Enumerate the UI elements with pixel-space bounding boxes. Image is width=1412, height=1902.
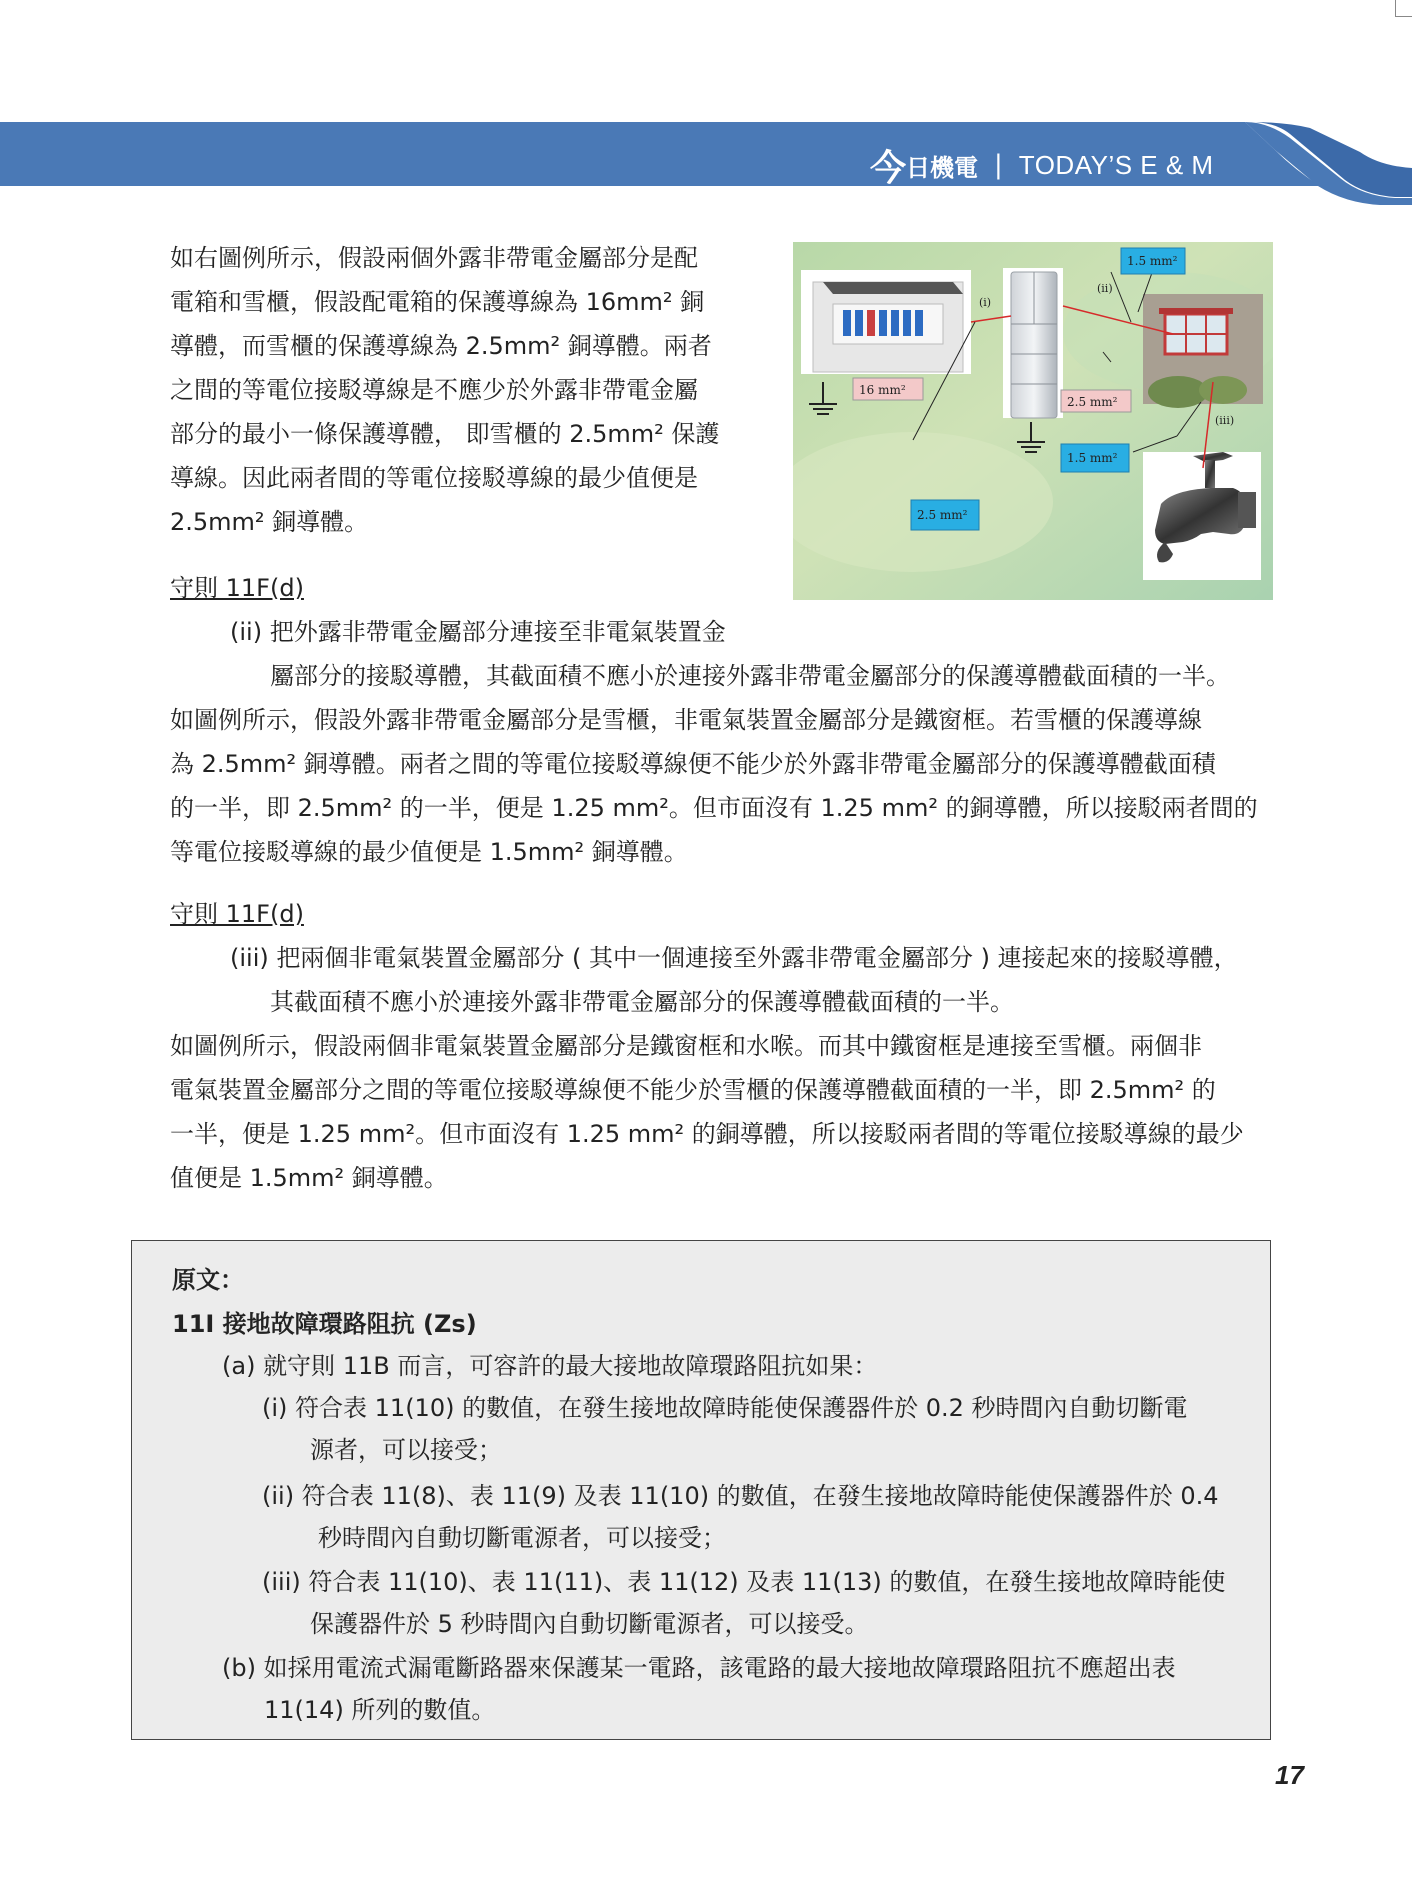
section-iii-body-line: 值便是 1.5mm² 銅導體。	[170, 1164, 448, 1192]
header-brand	[870, 140, 1214, 190]
water-tap-image	[1143, 452, 1261, 580]
section-iii-body-line: 電氣裝置金屬部分之間的等電位接駁導線便不能少於雪櫃的保護導體截面積的一半，即 2.5mm² 的	[170, 1076, 1216, 1104]
intro-line: 如右圖例所示，假設兩個外露非帶電金屬部分是配	[170, 244, 698, 272]
box-clause-ii-line2: 秒時間內自動切斷電源者，可以接受；	[318, 1524, 726, 1552]
svg-text:2.5 mm²: 2.5 mm²	[917, 508, 968, 522]
box-clause-iii-line1: (iii) 符合表 11(10)、表 11(11)、表 11(12) 及表 11(13) 的數值，在發生接地故障時能使	[262, 1568, 1226, 1596]
box-clause-iii-line2: 保護器件於 5 秒時間內自動切斷電源者，可以接受。	[310, 1610, 869, 1638]
svg-text:2.5 mm²: 2.5 mm²	[1067, 395, 1118, 409]
intro-line: 導體，而雪櫃的保護導線為 2.5mm² 銅導體。兩者	[170, 332, 712, 360]
section-ii	[170, 566, 1280, 874]
section-iii	[170, 892, 1280, 1200]
svg-text:16 mm²: 16 mm²	[859, 383, 906, 397]
box-clause-b-line2: 11(14) 所列的數值。	[264, 1696, 496, 1724]
box-title: 原文：	[172, 1266, 244, 1294]
window-frame-image	[1143, 294, 1263, 408]
section-ii-body-line: 的一半，即 2.5mm² 的一半，便是 1.25 mm²。但市面沒有 1.25 mm² 的銅導體，所以接駁兩者間的	[170, 794, 1258, 822]
label-2-5mm-fridge	[1061, 390, 1131, 412]
label-roman-i: (i)	[979, 296, 992, 309]
section-iii-body-line: 一半，便是 1.25 mm²。但市面沒有 1.25 mm² 的銅導體，所以接駁兩者間的等電位接駁導線的最少	[170, 1120, 1244, 1148]
original-text-box	[131, 1240, 1271, 1740]
box-clause-i-line1: (i) 符合表 11(10) 的數值，在發生接地故障時能使保護器件於 0.2 秒時間內自動切斷電	[262, 1394, 1188, 1422]
box-heading: 11I 接地故障環路阻抗 (Zs)	[172, 1310, 477, 1338]
intro-line: 部分的最小一條保護導體， 即雪櫃的 2.5mm² 保護	[170, 420, 720, 448]
brand-name-en: TODAY’S E & M	[1018, 149, 1214, 180]
label-2-5mm-bonding	[911, 500, 979, 530]
section-iii-item-line1: (iii) 把兩個非電氣裝置金屬部分 ( 其中一個連接至外露非帶電金屬部分 ) 連接起來的接駁導體，	[230, 944, 1238, 972]
svg-text:1.5 mm²: 1.5 mm²	[1127, 254, 1178, 268]
brand-separator: |	[994, 150, 1003, 180]
bonding-diagram	[793, 242, 1273, 600]
box-clause-i-line2: 源者，可以接受；	[310, 1436, 502, 1464]
box-clause-a: (a) 就守則 11B 而言，可容許的最大接地故障環路阻抗如果：	[222, 1352, 878, 1380]
box-clause-b-line1: (b) 如採用電流式漏電斷路器來保護某一電路，該電路的最大接地故障環路阻抗不應超出表	[222, 1654, 1176, 1682]
label-16mm	[853, 378, 923, 400]
page-number: 17	[1275, 1760, 1304, 1790]
box-clause-ii-line1: (ii) 符合表 11(8)、表 11(9) 及表 11(10) 的數值，在發生接地故障時能使保護器件於 0.4	[262, 1482, 1219, 1510]
label-1-5mm-bottom	[1061, 444, 1129, 472]
intro-line: 導線。因此兩者間的等電位接駁導線的最少值便是	[170, 464, 698, 492]
label-roman-iii: (iii)	[1215, 414, 1235, 427]
svg-text:1.5 mm²: 1.5 mm²	[1067, 451, 1118, 465]
label-roman-ii: (ii)	[1097, 282, 1113, 295]
brand-name-cn: 日機電	[906, 153, 979, 182]
intro-line: 之間的等電位接駁導線是不應少於外露非帶電金屬	[170, 376, 698, 404]
intro-line: 2.5mm² 銅導體。	[170, 508, 369, 536]
section-iii-title: 守則 11F(d)	[170, 900, 304, 928]
section-ii-body-line: 等電位接駁導線的最少值便是 1.5mm² 銅導體。	[170, 838, 688, 866]
section-ii-item-line1: (ii) 把外露非帶電金屬部分連接至非電氣裝置金	[230, 618, 726, 646]
section-ii-body-line: 如圖例所示，假設外露非帶電金屬部分是雪櫃，非電氣裝置金屬部分是鐵窗框。若雪櫃的保護導線	[170, 706, 1202, 734]
section-iii-body-line: 如圖例所示，假設兩個非電氣裝置金屬部分是鐵窗框和水喉。而其中鐵窗框是連接至雪櫃。兩個非	[170, 1032, 1202, 1060]
distribution-board-image	[801, 270, 971, 374]
intro-line: 電箱和雪櫃，假設配電箱的保護導線為 16mm² 銅	[170, 288, 705, 316]
refrigerator-image	[1003, 268, 1063, 418]
label-1-5mm-top	[1121, 248, 1185, 274]
intro-paragraph	[170, 236, 760, 544]
section-iii-item-line2: 其截面積不應小於連接外露非帶電金屬部分的保護導體截面積的一半。	[270, 988, 1014, 1016]
section-ii-body-line: 為 2.5mm² 銅導體。兩者之間的等電位接駁導線便不能少於外露非帶電金屬部分的保護導體截面積	[170, 750, 1216, 778]
brand-first-char: 今	[870, 147, 907, 189]
section-ii-title: 守則 11F(d)	[170, 574, 304, 602]
section-ii-item-line2: 屬部分的接駁導體，其截面積不應小於連接外露非帶電金屬部分的保護導體截面積的一半。	[270, 662, 1230, 690]
